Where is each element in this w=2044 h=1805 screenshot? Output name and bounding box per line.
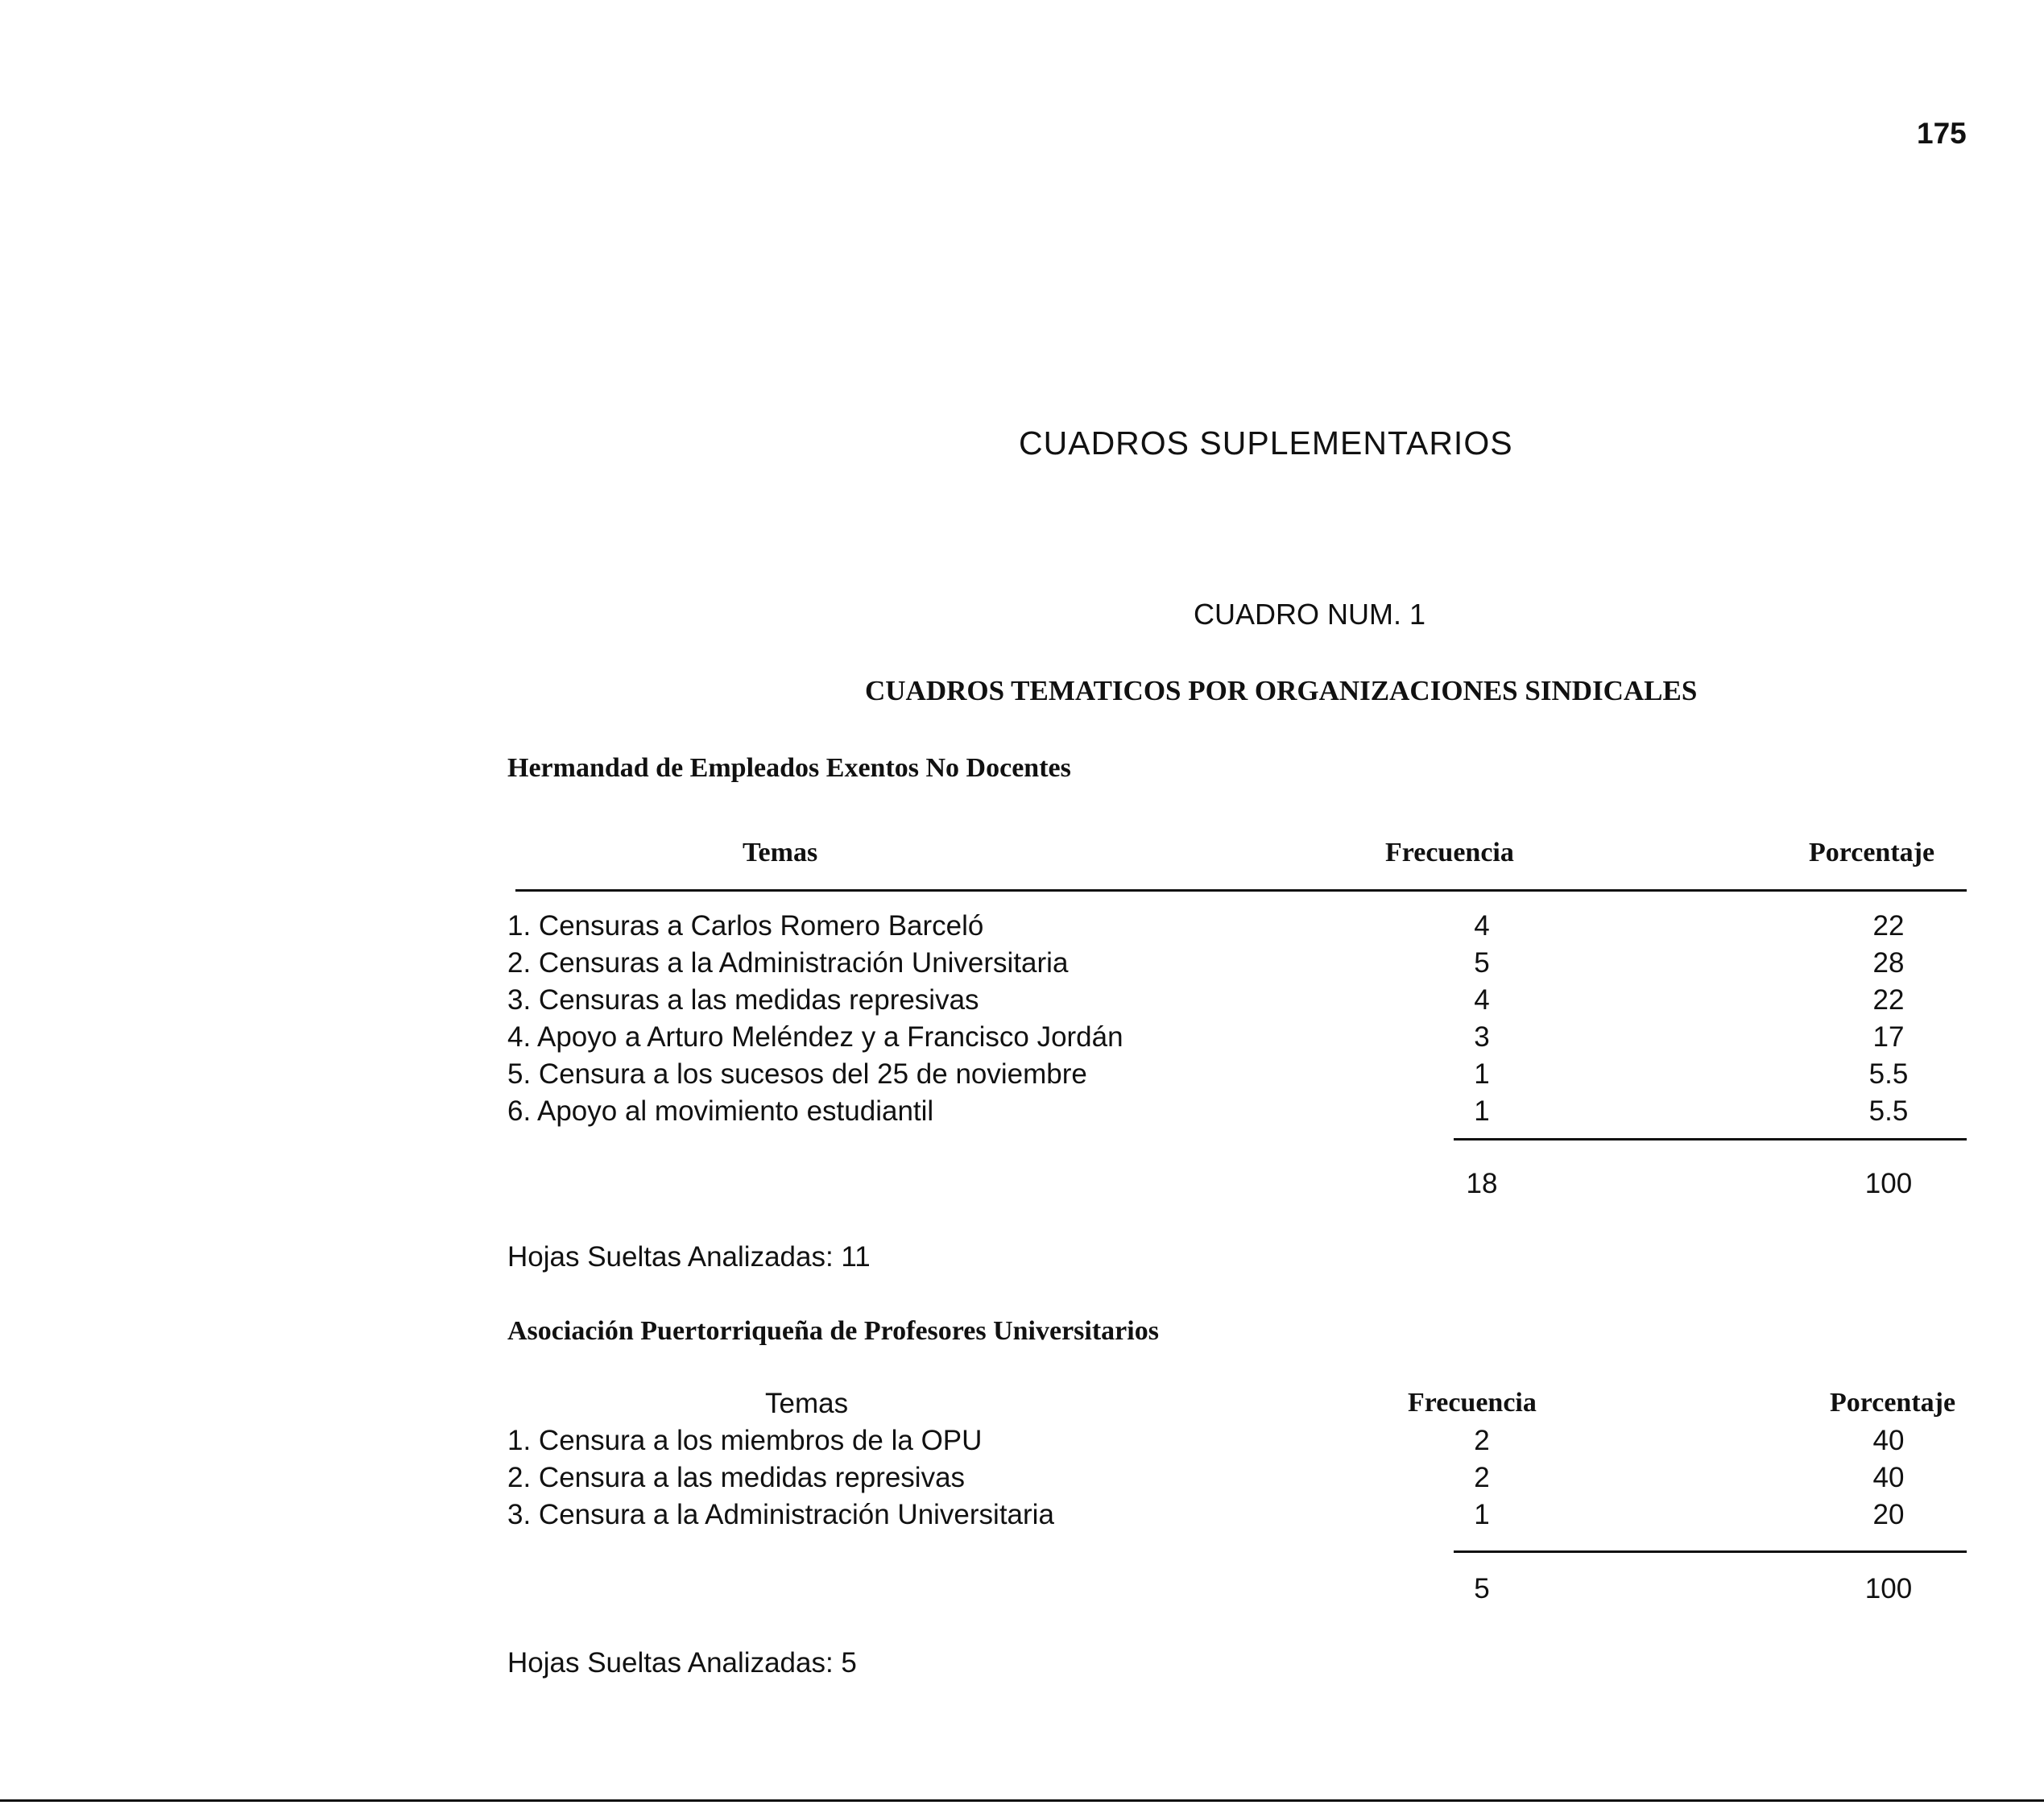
table-row-topic: 3. Censuras a las medidas represivas bbox=[507, 984, 979, 1016]
section-heading: Hermandad de Empleados Exentos No Docentes bbox=[507, 753, 1071, 783]
sheets-analyzed-note: Hojas Sueltas Analizadas: 11 bbox=[507, 1241, 871, 1273]
header-rule bbox=[515, 889, 1967, 892]
section-heading: Asociación Puertorriqueña de Profesores Universitarios bbox=[507, 1316, 1159, 1346]
column-header-topics: Temas bbox=[765, 1388, 849, 1419]
table-row-topic: 1. Censuras a Carlos Romero Barceló bbox=[507, 910, 984, 942]
table-row-frequency: 4 bbox=[1474, 984, 1490, 1016]
table-row-frequency: 1 bbox=[1474, 1499, 1490, 1530]
table-row-percentage: 22 bbox=[1872, 984, 1905, 1016]
table-row-frequency: 1 bbox=[1474, 1058, 1490, 1090]
table-title: CUADROS TEMATICOS POR ORGANIZACIONES SINDICALES bbox=[865, 675, 1698, 706]
column-header-frequency: Frecuencia bbox=[1385, 838, 1514, 867]
table-row-frequency: 2 bbox=[1474, 1425, 1490, 1456]
total-rule bbox=[1454, 1550, 1967, 1553]
table-row-percentage: 20 bbox=[1872, 1499, 1905, 1530]
table-row-frequency: 1 bbox=[1474, 1095, 1490, 1127]
total-percentage: 100 bbox=[1864, 1573, 1913, 1604]
table-row-topic: 4. Apoyo a Arturo Meléndez y a Francisco Jordán bbox=[507, 1021, 1123, 1053]
table-row-percentage: 22 bbox=[1872, 910, 1905, 942]
table-row-topic: 6. Apoyo al movimiento estudiantil bbox=[507, 1095, 934, 1127]
table-row-percentage: 5.5 bbox=[1868, 1058, 1909, 1090]
table-number: CUADRO NUM. 1 bbox=[1194, 598, 1426, 631]
total-frequency: 5 bbox=[1474, 1573, 1490, 1604]
table-row-percentage: 40 bbox=[1872, 1462, 1905, 1493]
table-row-percentage: 28 bbox=[1872, 947, 1905, 979]
total-frequency: 18 bbox=[1466, 1168, 1498, 1199]
column-header-percentage: Porcentaje bbox=[1809, 838, 1935, 867]
table-row-frequency: 4 bbox=[1474, 910, 1490, 942]
table-row-topic: 5. Censura a los sucesos del 25 de noviembre bbox=[507, 1058, 1087, 1090]
table-row-topic: 2. Censuras a la Administración Universitaria bbox=[507, 947, 1069, 979]
table-row-topic: 1. Censura a los miembros de la OPU bbox=[507, 1425, 983, 1456]
table-row-percentage: 17 bbox=[1872, 1021, 1905, 1053]
column-header-topics: Temas bbox=[743, 838, 818, 867]
table-row-percentage: 40 bbox=[1872, 1425, 1905, 1456]
main-title: CUADROS SUPLEMENTARIOS bbox=[1019, 424, 1513, 462]
page-number: 175 bbox=[1917, 117, 1967, 150]
total-rule bbox=[1454, 1138, 1967, 1141]
column-header-frequency: Frecuencia bbox=[1408, 1388, 1537, 1418]
table-row-frequency: 3 bbox=[1474, 1021, 1490, 1053]
table-row-frequency: 2 bbox=[1474, 1462, 1490, 1493]
sheets-analyzed-note: Hojas Sueltas Analizadas: 5 bbox=[507, 1647, 857, 1679]
table-row-frequency: 5 bbox=[1474, 947, 1490, 979]
total-percentage: 100 bbox=[1864, 1168, 1913, 1199]
column-header-percentage: Porcentaje bbox=[1830, 1388, 1956, 1418]
page-bottom-rule bbox=[0, 1799, 2044, 1802]
table-row-topic: 3. Censura a la Administración Universitaria bbox=[507, 1499, 1054, 1530]
table-row-topic: 2. Censura a las medidas represivas bbox=[507, 1462, 966, 1493]
table-row-percentage: 5.5 bbox=[1868, 1095, 1909, 1127]
